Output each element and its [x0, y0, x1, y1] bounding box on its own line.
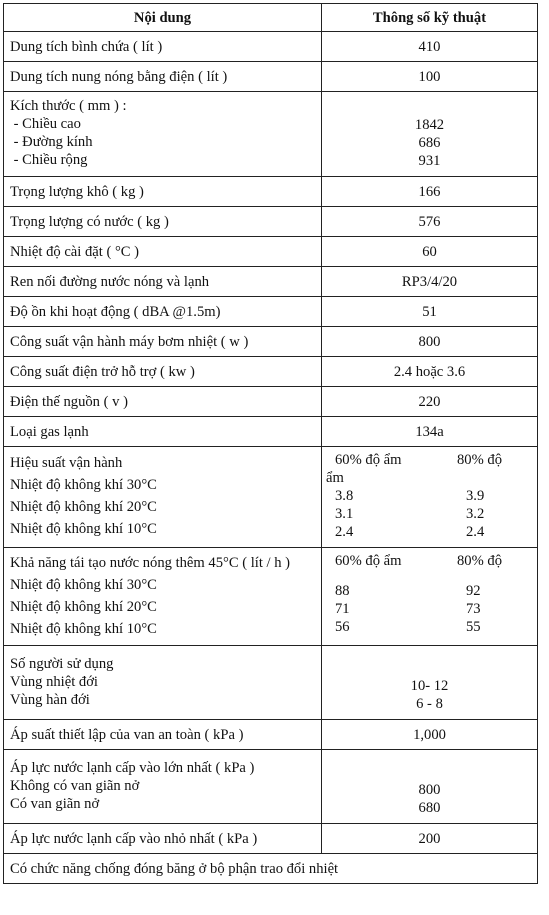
row-label	[4, 447, 322, 548]
row-label: Loại gas lạnh	[4, 417, 322, 447]
temp-20-label: Nhiệt độ không khí 20°C	[10, 499, 157, 515]
row-label: Dung tích bình chứa ( lít )	[4, 32, 322, 62]
temp-30-label: Nhiệt độ không khí 30°C	[10, 477, 157, 493]
header-spec: Thông số kỹ thuật	[322, 4, 538, 32]
table-row	[4, 646, 538, 720]
value-80: 3.2	[466, 506, 485, 522]
row-value: 800	[322, 327, 538, 357]
row-label: Độ ồn khi hoạt động ( dBA @1.5m)	[4, 297, 322, 327]
header-content: Nội dung	[4, 4, 322, 32]
humidity-60-label: 60% độ ẩm	[335, 452, 402, 468]
row-value: 2.4 hoặc 3.6	[322, 357, 538, 387]
max-pressure-title: Áp lực nước lạnh cấp vào lớn nhất ( kPa )	[10, 759, 255, 776]
table-row	[4, 177, 538, 207]
humidity-60-label: 60% độ ẩm	[335, 553, 402, 569]
row-label	[4, 750, 322, 824]
row-value: 60	[322, 237, 538, 267]
humidity-wrap-text: ẩm	[326, 470, 344, 486]
row-label: Ren nối đường nước nóng và lạnh	[4, 267, 322, 297]
row-value: 166	[322, 177, 538, 207]
value-row	[326, 523, 533, 541]
dimension-diameter-label: - Đường kính	[10, 134, 93, 150]
efficiency-title: Hiệu suất vận hành	[10, 455, 123, 471]
value-row	[326, 487, 533, 505]
row-value: 200	[322, 824, 538, 854]
row-label: Công suất điện trở hỗ trợ ( kw )	[4, 357, 322, 387]
no-expansion-valve-label: Không có van giãn nở	[10, 777, 140, 794]
cold-zone-value: 6 - 8	[416, 696, 443, 712]
row-label	[4, 92, 322, 177]
table-row	[4, 267, 538, 297]
table-row	[4, 297, 538, 327]
row-value: 410	[322, 32, 538, 62]
row-label: Dung tích nung nóng bằng điện ( lít )	[4, 62, 322, 92]
no-expansion-valve-value: 800	[418, 782, 441, 798]
row-value	[322, 447, 538, 548]
row-label: Nhiệt độ cài đặt ( °C )	[4, 237, 322, 267]
value-80: 55	[466, 619, 481, 635]
table-row	[4, 62, 538, 92]
table-row	[4, 32, 538, 62]
table-row	[4, 720, 538, 750]
value-80: 92	[466, 583, 481, 599]
cold-zone-label: Vùng hàn đới	[10, 691, 90, 708]
value-60: 71	[335, 601, 350, 617]
table-row	[4, 548, 538, 646]
temp-10-label: Nhiệt độ không khí 10°C	[10, 521, 157, 537]
row-label: Trọng lượng khô ( kg )	[4, 177, 322, 207]
value-80: 3.9	[466, 488, 485, 504]
table-row	[4, 447, 538, 548]
row-value	[322, 92, 538, 177]
dimension-width-value: 931	[418, 153, 441, 169]
table-row	[4, 237, 538, 267]
value-row	[326, 505, 533, 523]
with-expansion-valve-value: 680	[418, 800, 441, 816]
row-label: Công suất vận hành máy bơm nhiệt ( w )	[4, 327, 322, 357]
value-60: 3.1	[335, 506, 354, 522]
row-label: Điện thế nguồn ( v )	[4, 387, 322, 417]
table-row	[4, 357, 538, 387]
recovery-title: Khả năng tái tạo nước nóng thêm 45°C ( lít / h )	[10, 554, 291, 571]
value-row	[326, 582, 533, 600]
tropical-label: Vùng nhiệt đới	[10, 673, 98, 690]
table-row	[4, 327, 538, 357]
row-value: RP3/4/20	[322, 267, 538, 297]
temp-30-label: Nhiệt độ không khí 30°C	[10, 576, 157, 593]
users-title: Số người sử dụng	[10, 655, 114, 672]
value-row	[326, 600, 533, 618]
dimension-diameter-value: 686	[418, 135, 441, 151]
humidity-80-label: 80% độ	[457, 452, 502, 468]
row-value	[322, 646, 538, 720]
header-row	[4, 4, 538, 32]
value-60: 88	[335, 583, 350, 599]
value-60: 56	[335, 619, 350, 635]
value-80: 2.4	[466, 524, 485, 540]
row-value: 134a	[322, 417, 538, 447]
dimension-height-label: - Chiều cao	[10, 116, 81, 132]
row-value	[322, 750, 538, 824]
row-label	[4, 548, 322, 646]
table-row	[4, 824, 538, 854]
table-row	[4, 387, 538, 417]
humidity-header	[326, 552, 533, 570]
row-label: Trọng lượng có nước ( kg )	[4, 207, 322, 237]
row-value: 576	[322, 207, 538, 237]
row-label: Áp lực nước lạnh cấp vào nhỏ nhất ( kPa )	[4, 824, 322, 854]
dimension-width-label: - Chiều rộng	[10, 152, 88, 168]
temp-10-label: Nhiệt độ không khí 10°C	[10, 620, 157, 637]
row-value: 100	[322, 62, 538, 92]
tropical-value: 10- 12	[410, 678, 449, 694]
row-value: 51	[322, 297, 538, 327]
temp-20-label: Nhiệt độ không khí 20°C	[10, 598, 157, 615]
table-row	[4, 750, 538, 824]
value-60: 3.8	[335, 488, 354, 504]
dimension-height-value: 1842	[414, 117, 445, 133]
row-label	[4, 646, 322, 720]
humidity-80-label: 80% độ	[457, 553, 502, 569]
humidity-header	[326, 451, 533, 469]
value-80: 73	[466, 601, 481, 617]
table-row	[4, 92, 538, 177]
with-expansion-valve-label: Có van giãn nở	[10, 795, 100, 812]
row-value: 1,000	[322, 720, 538, 750]
row-value: 220	[322, 387, 538, 417]
dimension-title: Kích thước ( mm ) :	[10, 98, 127, 114]
table-row	[4, 207, 538, 237]
value-60: 2.4	[335, 524, 354, 540]
row-footnote: Có chức năng chống đóng băng ở bộ phận trao đổi nhiệt	[4, 854, 538, 884]
table-row	[4, 417, 538, 447]
table-row	[4, 854, 538, 884]
row-value	[322, 548, 538, 646]
spec-table	[3, 3, 538, 884]
value-row	[326, 618, 533, 636]
row-label: Áp suất thiết lập của van an toàn ( kPa )	[4, 720, 322, 750]
